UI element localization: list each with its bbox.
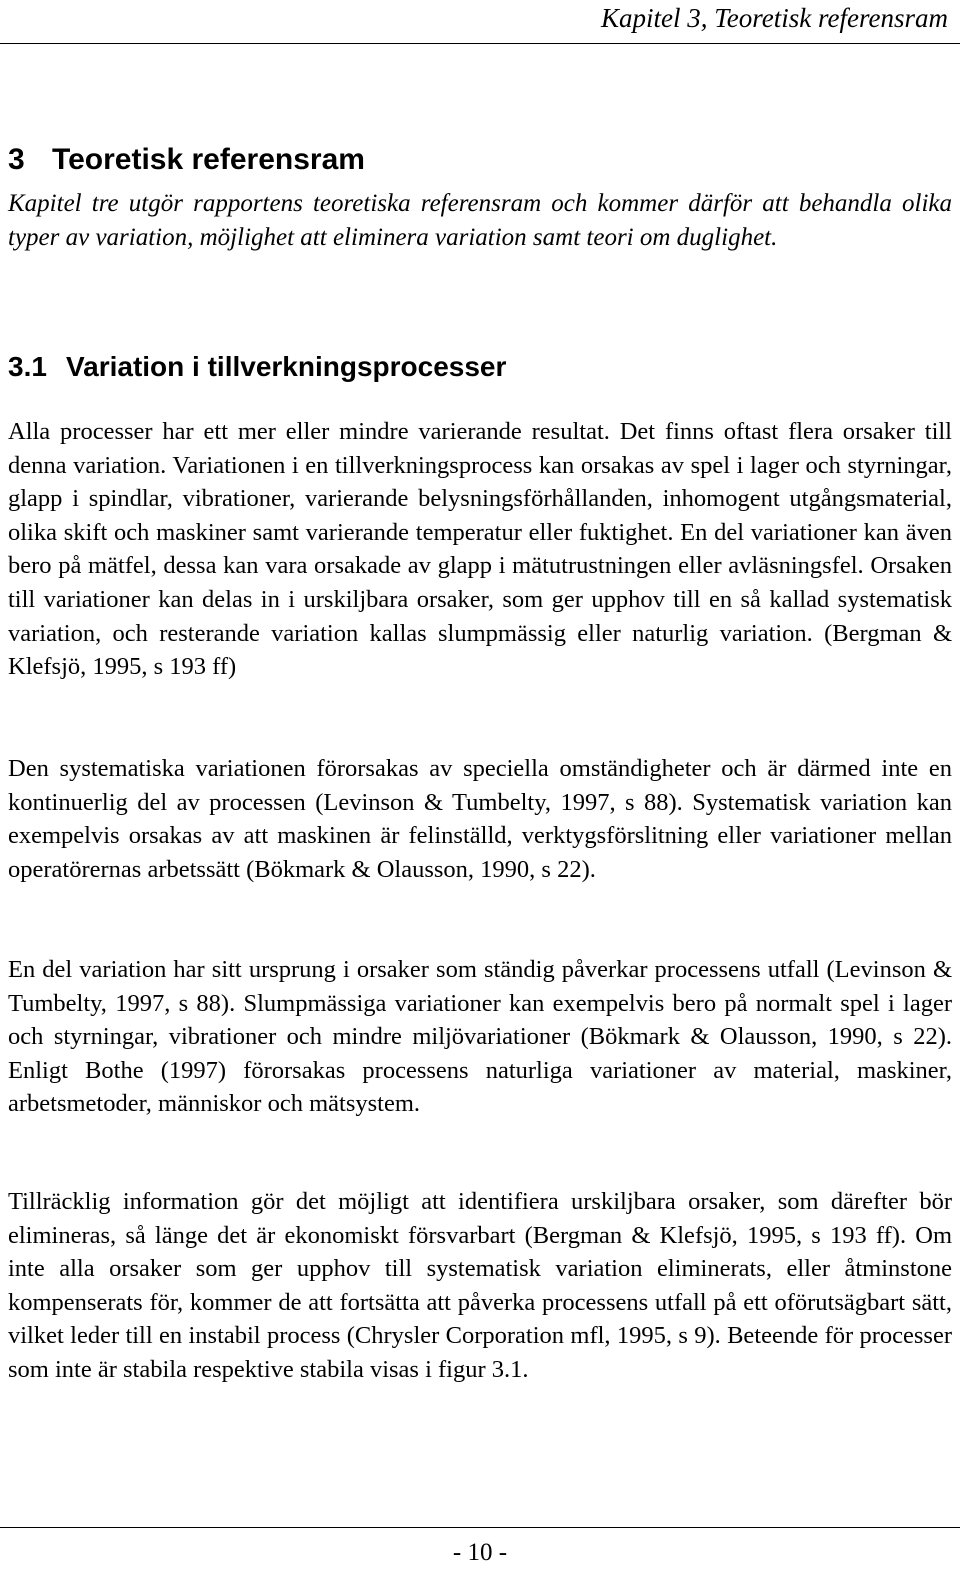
section-title: Variation i tillverkningsprocesser [66,351,507,382]
footer-divider [0,1527,960,1528]
body-paragraph-2: Den systematiska variationen förorsakas av speciella omständigheter och är därmed inte en kontinuerlig del av processen (Levinson & Tumbelty, 1997, s 88). Systematisk variation kan exempelvis orsakas av att maskinen är felinställd, verktygsförslitning eller variationer mellan operatörernas arbetssätt (Bökmark & Olausson, 1990, s 22). [8,755,952,883]
running-header-title: Kapitel 3, Teoretisk referensram [601,3,948,33]
chapter-number: 3 [8,143,25,176]
chapter-heading [8,140,365,180]
chapter-intro: Kapitel tre utgör rapportens teoretiska referensram och kommer därför att behandla olika typer av variation, möjlighet att eliminera variation samt teori om duglighet. [8,190,952,251]
running-header [0,0,960,44]
page-number: - 10 - [452,1539,508,1566]
section-heading [8,347,506,387]
body-paragraph-3: En del variation har sitt ursprung i orsaker som ständig påverkar processens utfall (Levinson & Tumbelty, 1997, s 88). Slumpmässiga variationer kan exempelvis bero på normalt spel i lager och styrningar, vibrationer och mindre miljövariationer (Bökmark & Olausson, 1990, s 22). Enligt Bothe (1997) förorsakas processens naturliga variationer av material, maskiner, arbetsmetoder, människor och mätsystem. [8,956,952,1118]
body-paragraph-1: Alla processer har ett mer eller mindre varierande resultat. Det finns oftast flera orsaker till denna variation. Variationen i en tillverkningsprocess kan orsakas av spel i lager och styrningar, glapp i spindlar, vibrationer, varierande belysningsförhållanden, inhomogent utgångsmaterial, olika skift och maskiner samt varierande temperatur eller fuktighet. En del variationer kan även bero på mätfel, dessa kan vara orsakade av glapp i mätutrustningen eller avläsningsfel. Orsaken till variationer kan delas in i urskiljbara orsaker, som ger upphov till en så kallad systematisk variation, och resterande variation kallas slumpmässig eller naturlig variation. (Bergman & Klefsjö, 1995, s 193 ff) [8,418,952,681]
chapter-title: Teoretisk referensram [52,143,365,176]
section-number: 3.1 [8,351,47,382]
header-divider [0,43,960,44]
body-paragraph-4: Tillräcklig information gör det möjligt att identifiera urskiljbara orsaker, som därefter bör elimineras, så länge det är ekonomiskt försvarbart (Bergman & Klefsjö, 1995, s 193 ff). Om inte alla orsaker som ger upphov till systematisk variation eliminerats, eller åtminstone kompenserats för, kommer de att fortsätta att påverka processens utfall på ett oförutsägbart sätt, vilket leder till en instabil process (Chrysler Corporation mfl, 1995, s 9). Beteende för processer som inte är stabila respektive stabila visas i figur 3.1. [8,1188,952,1383]
